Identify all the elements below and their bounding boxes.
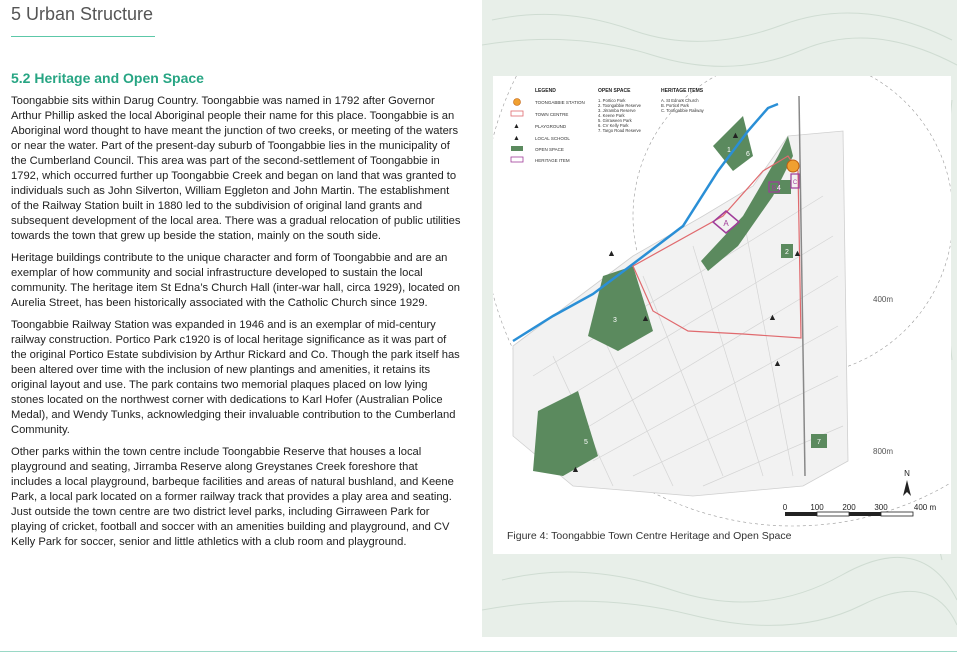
heritage-open-space-map [493,76,951,554]
legend-open-space-swatch [511,146,523,151]
map-figure [493,76,951,554]
paragraph-1: Toongabbie sits within Darug Country. Toongabbie was named in 1792 after Governor Arthur Phillip asked the local Aboriginal people their name for this place. Toongabbie is an Aboriginal word thought to have meant the junction of two creeks, or meeting of the waters or near the water. Part of the present-day suburb of Toongabbie lies in the municipality of the Cumberland Council. This area was part of the second-settlement of Toongabbie in 1792, which occurred further up Toongabbie Creek and began on land that was granted to individuals such as John Silverton, William Eggleton and John Martin. The establishment of the Railway Station built in 1880 led to the subdivision of original land grants and subsequent development of the local area. There was a gradual relocation of public utilities towards the town that grew up beside the station, mainly on the south side. [11,95,461,242]
paragraph-2: Heritage buildings contribute to the unique character and form of Toongabbie and are an exemplar of how community and social infrastructure developed to sustain the local community. The heritage item St Edna’s Church Hall (inter-war hall, circa 1929), located on Aurelia Street, has been historically associated with the Catholic Church since 1929. [11,252,460,309]
section-heading: 5.2 Heritage and Open Space [11,70,204,86]
open-space-list-title: OPEN SPACE [598,88,631,94]
open-space-item: 4. Keene Park [598,113,625,118]
playground-icon: ▲ [641,313,650,323]
legend-playground-icon: ▲ [513,123,520,130]
open-space-item: 2. Toongabbie Reserve [598,103,641,108]
legend-station-swatch [514,99,521,106]
scale-bar [783,503,937,516]
park-number-4: 4 [777,185,781,192]
legend-title: LEGEND [535,88,556,94]
scale-label: 300 [874,503,888,512]
scale-label: 200 [842,503,856,512]
map-legend [511,88,705,163]
north-arrow-icon [903,469,911,496]
legend-item-open-space: OPEN SPACE [535,147,564,152]
park-number-3: 3 [613,317,617,324]
legend-item-station: TOONGABBIE STATION [535,100,585,105]
page-title: 5 Urban Structure [11,4,154,24]
paragraph-3: Toongabbie Railway Station was expanded in 1946 and is an exemplar of mid-century railway construction. Portico Park c1920 is of local heritage significance as it was part of the original Portico Estate subdivision by Arthur Rickard and Co. Though the park itself has been altered over time with the inclusion of new plantings and amenities, it retains its original layout and use. The park contains two memorial plaques placed on low lying stones located on the northwest corner with dedications to Karl Hofer (Australian Police Medal), and Wendy Tunks, acknowledging their invaluable contribution to the Cumberland Community. [11,319,460,436]
legend-item-heritage: HERITAGE ITEM [535,158,570,163]
scale-label: 0 [782,503,788,512]
radius-label-400m: 400m [873,295,894,304]
open-space-item: 6. CV Kelly Park [598,123,629,128]
open-space-item: 5. Girraween Park [598,118,632,123]
heritage-label-a: A [723,219,729,228]
open-space-item: 7. Targo Road Reserve [598,128,641,133]
playground-icon: ▲ [768,312,777,322]
bottom-divider [0,651,957,652]
station-marker [787,160,799,172]
park-number-5: 5 [584,439,588,446]
legend-item-school: LOCAL SCHOOL [535,136,570,141]
heritage-item: B. Portico Park [661,103,689,108]
school-icon: ▲ [607,248,616,258]
legend-heritage-swatch [511,157,523,162]
title-divider [11,36,155,37]
school-icon: ▲ [773,358,782,368]
legend-item-playground: PLAYGROUND [535,124,567,129]
park-number-2: 2 [785,249,789,256]
open-space-item: 3. Jirramba Reserve [598,108,636,113]
playground-icon: ▲ [731,130,740,140]
body-text [11,94,461,557]
figure-caption: Figure 4: Toongabbie Town Centre Heritage and Open Space [507,530,792,542]
park-number-7: 7 [817,439,821,446]
park-number-1: 1 [727,147,731,154]
paragraph-4: Other parks within the town centre include Toongabbie Reserve that houses a local playground and seating, Jirramba Reserve along Greystanes Creek foreshore that includes a local playground, barbeque facilities and areas of natural bushland, and Keene Park, a local park located on a former railway track that provides a play area and seating. Just outside the town centre are two district level parks, including Girraween Park for playing of cricket, football and soccer with an amenities building and playground, and CV Kelly Park for soccer, senior and little athletics with a club room and playground. [11,446,454,548]
radius-label-800m: 800m [873,447,894,456]
legend-school-icon: ▲ [513,135,520,142]
playground-icon: ▲ [571,464,580,474]
heritage-list-title: HERITAGE ITEMS [661,88,704,94]
playground-icon: ▲ [793,248,802,258]
park-number-6: 6 [746,151,750,158]
north-label: N [904,469,910,478]
scale-label: 400 m [913,503,937,512]
scale-label: 100 [810,503,824,512]
heritage-item: A. St Edna's Church [661,98,699,103]
legend-town-centre-swatch [511,111,523,116]
heritage-item: C. Toongabbie Railway [661,108,704,113]
open-space-item: 1. Portico Park [598,98,626,103]
heritage-label-c: C [792,180,798,186]
legend-item-town-centre: TOWN CENTRE [535,112,569,117]
heritage-label-b: B [771,185,777,192]
